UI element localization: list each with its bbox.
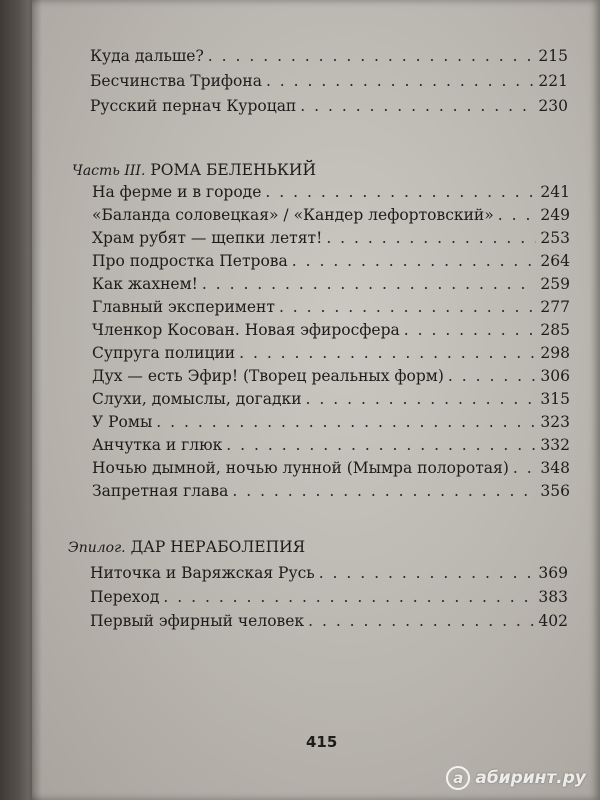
toc-leader-dots (226, 434, 536, 456)
toc-entry-title: Ниточка и Варяжская Русь (90, 564, 315, 582)
epilogue-heading (68, 538, 305, 556)
toc-entry-title: Про подростка Петрова (92, 252, 288, 270)
toc-entry-page: 356 (540, 482, 570, 500)
toc-entry (92, 342, 570, 364)
part-label: Часть III. (72, 163, 146, 179)
toc-entry (92, 250, 570, 272)
toc-entry-title: Главный эксперимент (92, 298, 275, 316)
toc-leader-dots (448, 365, 537, 387)
epilogue-title: ДАР НЕРАБОЛЕПИЯ (130, 538, 306, 556)
toc-entry-page: 230 (538, 97, 568, 115)
toc-leader-dots (306, 388, 537, 410)
toc-leader-dots (232, 480, 536, 502)
toc-entry (92, 411, 570, 433)
toc-entry (92, 457, 570, 479)
toc-entry-title: Куда дальше? (90, 47, 204, 65)
toc-leader-dots (326, 227, 536, 249)
toc-entry (90, 70, 568, 92)
labirint-logo-icon: а (446, 766, 470, 790)
toc-entry (92, 388, 570, 410)
toc-entry-title: Первый эфирный человек (90, 612, 305, 630)
toc-entry (90, 610, 568, 632)
toc-entry-page: 259 (540, 275, 570, 293)
toc-leader-dots (292, 250, 537, 272)
toc-entry (90, 586, 568, 608)
toc-leader-dots (308, 610, 534, 632)
toc-leader-dots (208, 45, 535, 67)
part-heading (72, 161, 316, 179)
toc-entry-page: 221 (538, 72, 568, 90)
toc-entry (92, 204, 570, 226)
toc-entry-title: Супруга полиции (92, 344, 236, 362)
toc-entry-title: Бесчинства Трифона (90, 72, 262, 90)
epilogue-label: Эпилог. (68, 540, 126, 556)
toc-leader-dots (265, 181, 536, 203)
toc-entry-page: 369 (538, 564, 568, 582)
toc-entry-page: 249 (540, 206, 570, 224)
toc-entry-page: 298 (540, 344, 570, 362)
toc-entry-page: 332 (540, 436, 570, 454)
part-title: РОМА БЕЛЕНЬКИЙ (150, 161, 316, 179)
toc-entry (92, 227, 570, 249)
toc-entry-title: Членкор Косован. Новая эфиросфера (92, 321, 400, 339)
toc-entry-page: 383 (538, 588, 568, 606)
toc-entry-page: 277 (540, 298, 570, 316)
toc-leader-dots (498, 204, 537, 226)
toc-leader-dots (300, 95, 534, 117)
toc-entry-page: 285 (540, 321, 570, 339)
toc-entry-title: Анчутка и глюк (92, 436, 223, 454)
toc-entry-title: Слухи, домыслы, догадки (92, 390, 302, 408)
toc-entry-page: 215 (538, 47, 568, 65)
toc-entry-title: Запретная глава (92, 482, 229, 500)
toc-leader-dots (513, 457, 537, 479)
toc-entry-title: Храм рубят — щепки летят! (92, 229, 323, 247)
toc-leader-dots (279, 296, 536, 318)
page-gutter-shadow (32, 0, 42, 800)
toc-entry (90, 562, 568, 584)
toc-entry (92, 365, 570, 387)
toc-entry (92, 181, 570, 203)
toc-entry (92, 434, 570, 456)
toc-leader-dots (266, 70, 534, 92)
book-page (32, 0, 600, 800)
toc-leader-dots (156, 411, 536, 433)
toc-entry-page: 306 (540, 367, 570, 385)
toc-entry-page: 402 (538, 612, 568, 630)
toc-entry (90, 45, 568, 67)
toc-entry-page: 253 (540, 229, 570, 247)
toc-leader-dots (319, 562, 535, 584)
toc-entry (92, 296, 570, 318)
toc-leader-dots (404, 319, 537, 341)
watermark (446, 766, 586, 790)
toc-entry-page: 323 (540, 413, 570, 431)
toc-leader-dots (239, 342, 536, 364)
toc-entry-title: У Ромы (92, 413, 153, 431)
toc-entry-title: «Баланда соловецкая» / «Кандер лефортовский» (92, 206, 494, 224)
toc-entry-title: Ночью дымной, ночью лунной (Мымра полоротая) (92, 459, 509, 477)
toc-entry-page: 241 (540, 183, 570, 201)
toc-entry (92, 273, 570, 295)
toc-entry-page: 348 (540, 459, 570, 477)
toc-entry (92, 480, 570, 502)
toc-entry-title: Как жахнем! (92, 275, 198, 293)
watermark-text: абиринт.ру (475, 768, 586, 788)
toc-entry-page: 264 (540, 252, 570, 270)
page-number: 415 (306, 733, 338, 751)
toc-leader-dots (163, 586, 534, 608)
toc-entry-page: 315 (540, 390, 570, 408)
toc-leader-dots (202, 273, 537, 295)
toc-entry (92, 319, 570, 341)
toc-entry-title: Русский пернач Куроцап (90, 97, 297, 115)
toc-entry (90, 95, 568, 117)
toc-entry-title: На ферме и в городе (92, 183, 262, 201)
toc-entry-title: Дух — есть Эфир! (Творец реальных форм) (92, 367, 444, 385)
toc-entry-title: Переход (90, 588, 160, 606)
